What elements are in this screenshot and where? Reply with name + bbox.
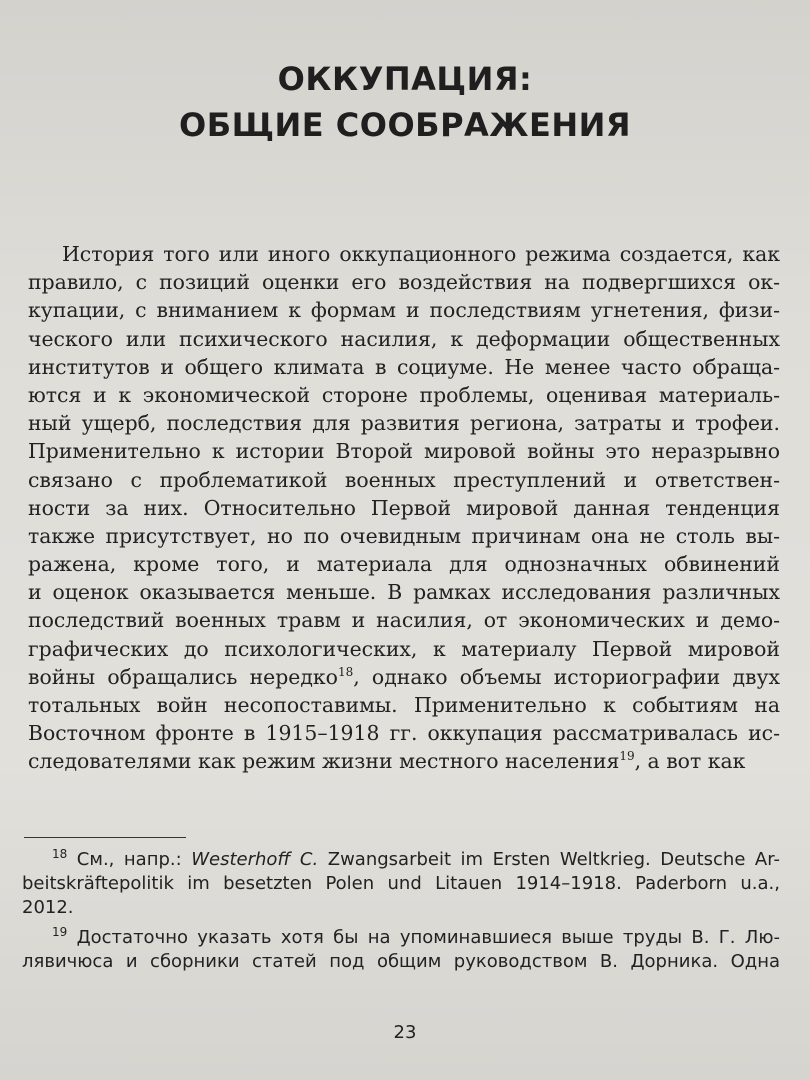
footnote-line	[22, 926, 780, 950]
footnote-separator	[24, 837, 186, 838]
footnote-text: Zwangsarbeit im Ersten Weltkrieg. Deutsche Ar-	[318, 849, 780, 870]
body-line: Восточном фронте в 1915–1918 гг. оккупация рассматривалась ис-	[28, 721, 780, 746]
footnote-19	[22, 926, 780, 974]
footnote-ref-19: 19	[619, 749, 635, 764]
body-line: также присутствует, но по очевидным причинам она не столь вы-	[28, 523, 780, 548]
footnote-18	[22, 848, 780, 920]
body-text-segment: , а вот как	[634, 749, 746, 774]
chapter-heading	[0, 56, 810, 148]
body-line: и оценок оказывается меньше. В рамках исследования различных	[28, 580, 780, 605]
body-line: связано с проблематикой военных преступлений и ответствен-	[28, 467, 780, 492]
footnote-number: 19	[52, 925, 68, 939]
body-line: последствий военных травм и насилия, от экономических и демо-	[28, 608, 780, 633]
page-number: 23	[393, 1022, 417, 1043]
footnote-line: 2012.	[22, 897, 74, 918]
body-text-segment: следователями как режим жизни местного населения	[28, 749, 620, 774]
footnote-line: лявичюса и сборники статей под общим руководством В. Дорника. Одна	[22, 951, 780, 972]
footnote-author: Westerhoff C.	[191, 849, 319, 870]
body-line: История того или иного оккупационного режима создается, как	[62, 242, 780, 266]
body-paragraph	[28, 240, 780, 776]
body-line: тотальных войн несопоставимы. Применительно к событиям на	[28, 693, 780, 717]
body-text-segment: , однако объемы историографии двух	[353, 664, 780, 689]
body-line: Применительно к истории Второй мировой войны это неразрывно	[28, 439, 780, 464]
footnote-text: Достаточно указать хотя бы на упоминавшиеся выше труды В. Г. Лю-	[67, 927, 780, 948]
body-line: ются и к экономической стороне проблемы, оценивая материаль-	[28, 382, 780, 407]
footnote-number: 18	[52, 847, 68, 861]
body-line	[28, 747, 780, 775]
heading-line-2: ОБЩИЕ СООБРАЖЕНИЯ	[178, 106, 632, 144]
body-line: ный ущерб, последствия для развития региона, затраты и трофеи.	[28, 411, 780, 436]
body-text-segment: войны обращались нередко	[28, 664, 338, 689]
body-line: ражена, кроме того, и материала для однозначных обвинений	[28, 552, 780, 577]
footnote-ref-18: 18	[337, 665, 354, 680]
footnote-text: См., напр.:	[67, 849, 192, 870]
body-line: купации, с вниманием к формам и последствиям угнетения, физи-	[28, 298, 780, 323]
body-line: графических до психологических, к материалу Первой мировой	[28, 636, 780, 661]
footnote-line: beitskräftepolitik im besetzten Polen und Litauen 1914–1918. Paderborn u.a.,	[22, 873, 780, 894]
body-line: ческого или психического насилия, к деформации общественных	[28, 326, 780, 351]
heading-line-1: ОККУПАЦИЯ:	[277, 60, 533, 98]
body-line: правило, с позиций оценки его воздействия на подвергшихся ок-	[28, 270, 780, 295]
footnotes	[22, 848, 780, 974]
body-line: институтов и общего климата в социуме. Не менее часто обраща-	[28, 354, 780, 379]
footnote-line	[22, 848, 780, 872]
body-line: ности за них. Относительно Первой мировой данная тенденция	[28, 495, 780, 520]
body-line	[28, 663, 780, 691]
